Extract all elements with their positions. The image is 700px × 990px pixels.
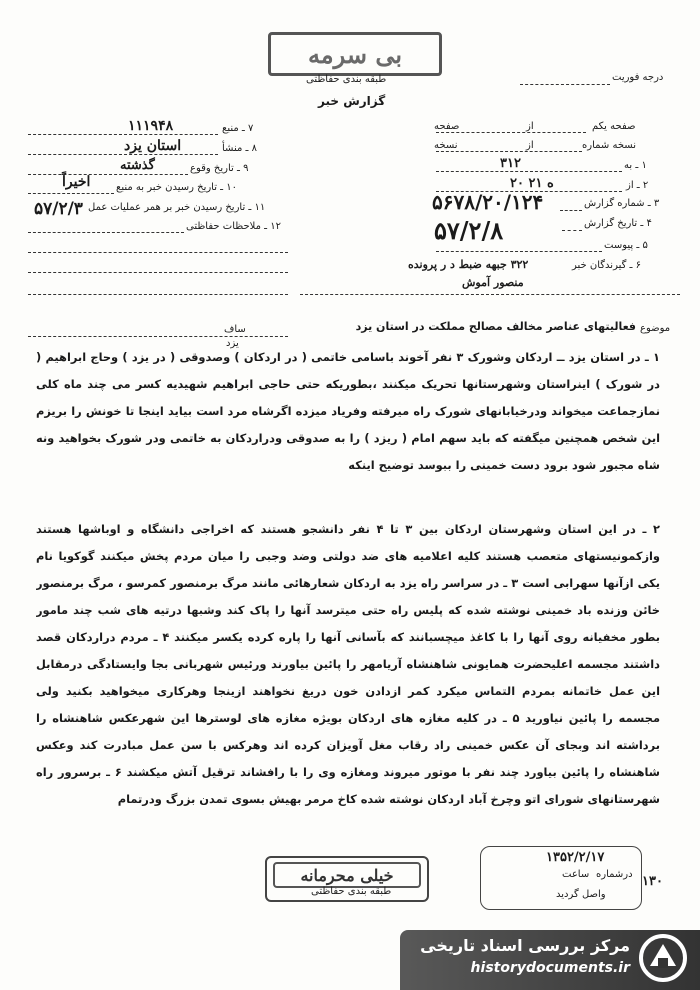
- receipt-line-1: درشماره: [596, 869, 633, 880]
- f3-line: [560, 210, 582, 211]
- receipt-number: ۱۳۰: [642, 874, 663, 889]
- f6-value: ۳۲۲ جبهه ضبط د ر پرونده: [408, 258, 529, 271]
- f10-value: اخیراً: [62, 174, 91, 190]
- f6-line: [300, 294, 680, 295]
- left-extra-line-1: [28, 252, 288, 253]
- f12-line: [28, 232, 184, 233]
- f5-label: ۵ ـ پیوست: [604, 240, 648, 251]
- f7-value: ۱۱۱۹۴۸: [128, 118, 174, 134]
- bottom-classification-label: طبقه بندی حفاظتی: [311, 886, 392, 897]
- margin-note-2: یزد: [226, 338, 239, 349]
- f5-line: [436, 251, 602, 252]
- f4-value: ۵۷/۲/۸: [434, 216, 504, 245]
- paragraph-2: ۲ ـ در این استان وشهرستان اردکان بین ۳ تا ۴ نفر دانشجو هستند که اخراجی دانشگاه و اوباشها هستند وازکمونیستهای متعصب هستند کلیه اعلامیه های ضد دولتی وضد وجبی را میان مردم پخش میکنند گوکویا نام یکی ازآنها سهرابی است ۳ ـ در سراسر راه یزد به اردکان شعارهائی مانند مرگ برمنصور کمرسو ، مرگ برمنصور خائن وزنده باد خمینی نوشته شده که پلیس راه حتی میترسد آنها را پاک کند وشبها درتیه های شب چند مامور بطور مخفیانه روی آنها را با کاغذ میچسبانند که بآسانی آنها را پاره کرده یکسر میکنند ۴ ـ مردم دراردکان قصد داشتند مجسمه اعلیحضرت همایونی شاهنشاه آریامهر را پائین بیاورند ورئیس شهربانی بجا وایستادگی درمقابل این عمل خاتمانه بمردم التماس میکرد کمر ازدادن خون دریغ نخواهند ازینجا وهرکاری میخواهید بکنید ولی مجسمه را پائین نیاورید ۵ ـ در کلیه مغازه های اردکان بویژه مغازه های لوسترها این شهرعکس شاهنشاه را برداشته اند وبجای آن عکس خمینی راد رقاب مغل آویزان کرده اند وهرکس با سن عمل مبادرت کند وعکس شاهنشاه را پائین بیاورد چند نفر با موتور میروند ومغازه وی را با رافشاند ترقیل آتش میکشند ۶ ـ برسرور راه شهرستانهای شورای اتو وچرخ آباد اردکان نوشته شده کاخ مرمر بهیش بسوی تمدن بزرگ ودرتمام: [36, 522, 660, 806]
- f8-value: استان یزد: [124, 138, 182, 154]
- f12-label: ۱۲ ـ ملاحظات حفاظتی: [186, 221, 281, 232]
- copy-label: نسخه شماره: [582, 140, 636, 151]
- copy-line: [436, 151, 582, 152]
- classification-label: طبقه بندی حفاظتی: [306, 74, 387, 85]
- paragraph-1: ۱ ـ در استان یزد ــ اردکان وشورک ۳ نفر آخوند باسامی خاتمی ( در اردکان ) وصدوقی ( در یزد ) وحاج ابراهیم ( در شورک ) اینراستان وشهرستانها تحریک میکنند ،بطوریکه حتی حاجی ابراهیم شهیدیه کسر می چند ماه کلی نمازجماعت میخواند ودرخیابانهای شورک راه میرفته وفریاد میزده اگرشاه مرد است بیاید اینجا تا خونش را بریزم این شخص همچنین میگفته که باید سهم امام ( ریزد ) را به صدوقی ودراردکان به خاتمی ودر شورک بخواهید ونه شاه مجبور شود برود دست خمینی را ببوسد توضیح اینکه: [36, 350, 660, 472]
- receipt-line-2: ساعت: [562, 869, 590, 880]
- page-label: صفحه یکم: [592, 121, 636, 132]
- watermark-english: historydocuments.ir: [470, 960, 630, 976]
- bottom-stamp: [265, 856, 429, 902]
- bottom-stamp-text: خیلی محرمانه: [273, 862, 421, 888]
- subject-value: فعالیتهای عناصر مخالف مصالح مملکت در استان یزد: [355, 320, 636, 333]
- report-title: گزارش خبر: [318, 94, 386, 108]
- page-line: [436, 132, 586, 133]
- f2-value: ۲۰ ه ۲۱: [510, 176, 554, 191]
- f7-label: ۷ ـ منبع: [222, 123, 254, 134]
- left-extra-line-2: [28, 272, 288, 273]
- f4-line: [562, 230, 582, 231]
- priority-label: درجه فوریت: [612, 72, 664, 83]
- f1-value: ۳۱۲: [500, 156, 521, 171]
- f9-line: [28, 174, 188, 175]
- receipt-date: ۱۳۵۲/۲/۱۷: [546, 850, 605, 865]
- page-from: از: [526, 121, 534, 132]
- subject-line: [28, 336, 288, 337]
- f11-label: ۱۱ ـ تاریخ رسیدن خبر بر همر عملیات عمل: [88, 202, 266, 213]
- priority-line: [520, 84, 610, 85]
- f11-value: ۵۷/۲/۳: [34, 199, 83, 219]
- f9-label: ۹ ـ تاریخ وقوع: [190, 163, 249, 174]
- watermark-persian: مرکز بررسی اسناد تاریخی: [420, 936, 630, 955]
- subject-label: موضوع: [640, 323, 671, 334]
- f7-line: [28, 134, 218, 135]
- receipt-line-3: واصل گردید: [556, 889, 606, 900]
- f8-label: ۸ ـ منشأ: [222, 143, 258, 154]
- f10-line: [28, 193, 114, 194]
- f8-line: [28, 154, 218, 155]
- archive-logo-icon: [636, 932, 690, 984]
- f10-label: ۱۰ ـ تاریخ رسیدن خبر به منبع: [116, 182, 238, 193]
- f2-label: ۲ ـ از: [626, 180, 649, 191]
- copy-from: از: [526, 140, 534, 151]
- copy-to-label: نسخه: [434, 140, 458, 151]
- left-extra-line-3: [28, 294, 288, 295]
- f6-value-2: منصور آموش: [462, 276, 524, 289]
- f4-label: ۴ ـ تاریخ گزارش: [584, 218, 652, 229]
- f1-line: [436, 171, 622, 172]
- f3-value: ۵۶۷۸/۲۰/۱۲۴: [432, 190, 544, 214]
- f1-label: ۱ ـ به: [624, 160, 647, 171]
- margin-note-1: ساف: [224, 324, 246, 335]
- page-to-label: صفحه: [434, 121, 460, 132]
- top-stamp: بی سرمه: [268, 32, 442, 76]
- f9-value: گذشته: [120, 158, 155, 173]
- f3-label: ۳ ـ شماره گزارش: [584, 198, 660, 209]
- f6-label: ۶ ـ گیرندگان خبر: [572, 260, 642, 271]
